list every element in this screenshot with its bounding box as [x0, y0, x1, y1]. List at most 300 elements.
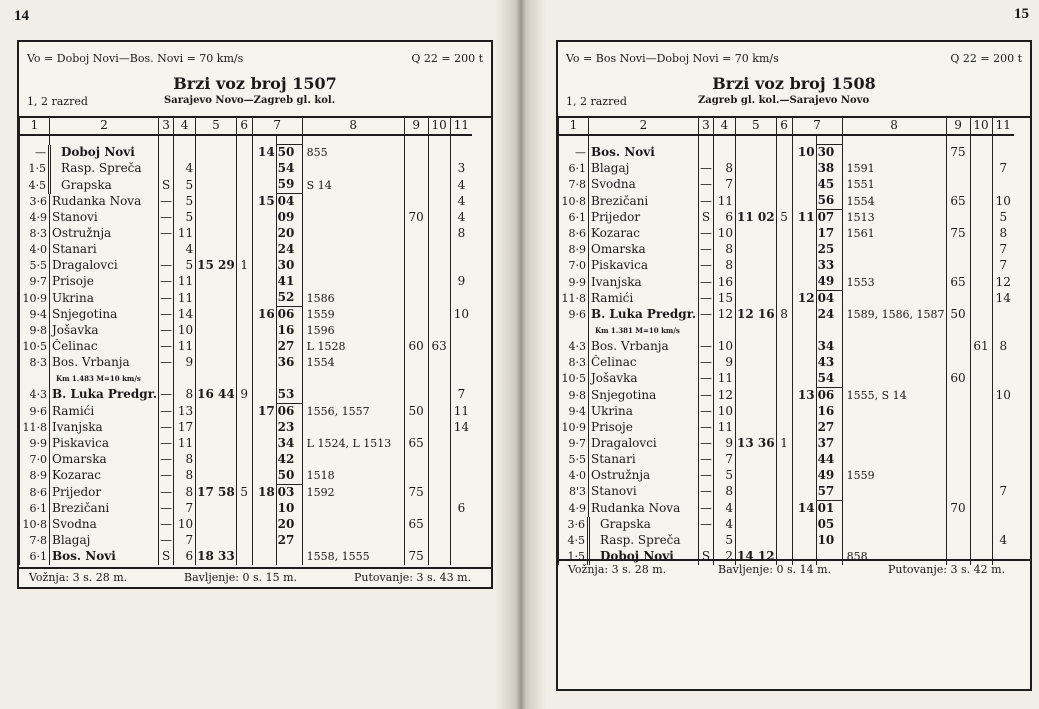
run-minutes: 5: [174, 177, 196, 194]
crossing-trains: 1596: [302, 323, 404, 339]
station-name: Grapska: [50, 177, 159, 194]
arrival-time: 11 02: [737, 210, 775, 224]
departure-hour: [792, 177, 816, 193]
speed-limit-2: [428, 194, 450, 211]
departure-hour: [252, 549, 276, 565]
table-row: [559, 193, 1015, 210]
table-row: [559, 145, 1015, 162]
gradient: [450, 549, 472, 565]
arrival-time: [196, 533, 237, 549]
station-name: Svodna: [50, 517, 159, 533]
arrival-time: [736, 226, 777, 242]
stop-mark: —: [160, 468, 173, 482]
stop-mark: —: [160, 387, 173, 401]
departure-minute: 16: [816, 404, 842, 420]
distance-km: 4·3: [20, 387, 50, 404]
stop-mark: —: [160, 355, 173, 370]
table-row: [20, 258, 473, 274]
crossing-trains: [842, 242, 946, 258]
table-row: [20, 161, 473, 177]
crossing-trains: [842, 355, 946, 371]
arrival-time: [196, 403, 237, 420]
departure-hour: 12: [792, 291, 816, 308]
dwell-minutes: [776, 193, 792, 210]
crossing-trains: [842, 258, 946, 274]
departure-hour: 15: [252, 194, 276, 211]
dwell-minutes: [236, 323, 252, 339]
gradient: [450, 484, 472, 501]
train-title: Brzi voz broj 1508: [712, 74, 876, 93]
speed-limit-2: [970, 274, 992, 291]
run-minutes: 11: [714, 193, 736, 210]
column-header: 3: [699, 118, 714, 135]
departure-minute: 23: [276, 420, 302, 436]
crossing-trains: 1554: [302, 355, 404, 371]
run-minutes: 4: [714, 500, 736, 517]
departure-minute: 25: [816, 242, 842, 258]
speed-limit: 50: [946, 307, 970, 323]
speed-limit-2: [428, 533, 450, 549]
departure-hour: [792, 404, 816, 420]
dwell-minutes: [776, 258, 792, 274]
departure-hour: [792, 371, 816, 388]
gradient: [992, 500, 1014, 517]
departure-hour: [252, 339, 276, 355]
stop-mark: —: [700, 516, 712, 531]
speed-limit: [946, 452, 970, 468]
speed-limit-2: [970, 387, 992, 404]
run-minutes: 10: [714, 226, 736, 242]
departure-minute: 04: [276, 194, 302, 211]
station-name: Doboj Novi: [50, 145, 159, 162]
speed-limit: 60: [404, 339, 428, 355]
page-number-left: 14: [14, 8, 29, 24]
crossing-trains: [302, 274, 404, 290]
arrival-time: 13 36: [737, 435, 775, 450]
departure-minute: 17: [816, 226, 842, 242]
distance-km: 8·3: [20, 226, 50, 242]
column-header: 7: [792, 118, 842, 135]
gradient: 3: [450, 161, 472, 177]
panel-header: [558, 42, 1030, 118]
table-row: [559, 500, 1015, 517]
departure-minute: 06: [276, 403, 302, 420]
stop-mark: —: [160, 403, 173, 418]
crossing-trains: [302, 226, 404, 242]
departure-hour: 14: [252, 145, 276, 162]
travel-time: Vožnja: 3 s. 28 m.: [568, 563, 667, 576]
page-number-right: 15: [1014, 6, 1029, 22]
table-row: [20, 177, 473, 194]
departure-minute: 30: [816, 145, 842, 162]
station-name: Ostružnja: [50, 226, 159, 242]
arrival-time: [196, 177, 237, 194]
stop-mark: [159, 145, 174, 162]
crossing-trains: [302, 533, 404, 549]
distance-km: 9·7: [559, 436, 589, 452]
run-minutes: 14: [174, 307, 196, 324]
dwell-minutes: [776, 484, 792, 501]
gradient: [450, 290, 472, 307]
column-header: 10: [970, 118, 992, 135]
crossing-trains: [842, 339, 946, 355]
departure-hour: 16: [252, 307, 276, 324]
dwell-minutes: [236, 403, 252, 420]
stop-mark: —: [700, 307, 712, 322]
crossing-trains: 1559: [842, 468, 946, 484]
station-name: Prijedor: [589, 210, 699, 227]
gradient: [992, 307, 1014, 323]
speed-limit-text: Vo = Bos Novi—Doboj Novi = 70 km/s: [566, 52, 779, 65]
distance-km: 11·8: [559, 291, 589, 308]
run-minutes: 11: [174, 436, 196, 452]
crossing-trains: [842, 404, 946, 420]
station-name: Čelinac: [589, 355, 699, 371]
speed-limit-2: [970, 307, 992, 323]
speed-limit: 65: [404, 436, 428, 452]
departure-minute: 33: [816, 258, 842, 274]
class-text: 1, 2 razred: [566, 95, 627, 108]
speed-limit: [946, 484, 970, 501]
departure-hour: [792, 226, 816, 242]
departure-hour: [252, 274, 276, 290]
stop-mark: S: [159, 549, 174, 565]
distance-km: 9·6: [559, 307, 589, 323]
run-minutes: 8: [174, 452, 196, 468]
distance-km: 4·9: [20, 210, 50, 226]
dwell-minutes: [776, 452, 792, 468]
distance-km: 4·3: [559, 339, 589, 355]
crossing-trains: 855: [302, 145, 404, 162]
stop-mark: [699, 533, 714, 549]
speed-limit: 70: [404, 210, 428, 226]
arrival-time: [736, 387, 777, 404]
table-row: [20, 452, 473, 468]
departure-minute: 06: [276, 307, 302, 324]
table-row: [559, 355, 1015, 371]
run-minutes: 10: [714, 339, 736, 355]
dwell-minutes: [776, 371, 792, 388]
stop-mark: —: [700, 258, 712, 273]
journey-time: Putovanje: 3 s. 42 m.: [888, 563, 1006, 576]
travel-time: Vožnja: 3 s. 28 m.: [29, 571, 128, 584]
station-name: Blagaj: [589, 161, 699, 177]
departure-minute: 07: [816, 210, 842, 227]
departure-hour: [252, 517, 276, 533]
stop-mark: —: [700, 419, 712, 434]
table-row: [559, 339, 1015, 355]
distance-km: 6·1: [559, 210, 589, 227]
table-row: [20, 274, 473, 290]
departure-minute: 34: [276, 436, 302, 452]
speed-limit: [946, 177, 970, 193]
column-header: 8: [842, 118, 946, 135]
class-text: 1, 2 razred: [27, 95, 88, 108]
arrival-time: [196, 210, 237, 226]
run-minutes: 11: [174, 274, 196, 290]
run-minutes: 12: [714, 387, 736, 404]
distance-km: 9·9: [559, 274, 589, 291]
speed-limit-2: [428, 258, 450, 274]
table-row: [20, 468, 473, 485]
table-row: [559, 533, 1015, 549]
run-minutes: 7: [174, 533, 196, 549]
table-row: [20, 517, 473, 533]
departure-hour: [792, 242, 816, 258]
arrival-time: [736, 420, 777, 436]
arrival-time: [196, 226, 237, 242]
departure-hour: [252, 161, 276, 177]
station-name: B. Luka Predgr.: [50, 387, 159, 404]
speed-limit-2: [428, 290, 450, 307]
table-row: [559, 452, 1015, 468]
stop-mark: S: [699, 549, 714, 565]
distance-km: 7·0: [559, 258, 589, 274]
departure-minute: 36: [276, 355, 302, 371]
arrival-time: [196, 339, 237, 355]
column-header: 3: [159, 118, 174, 135]
table-row: [20, 226, 473, 242]
dwell-minutes: [776, 226, 792, 242]
distance-km: 7·8: [559, 177, 589, 193]
gradient: [992, 517, 1014, 533]
speed-limit-2: 63: [428, 339, 450, 355]
speed-limit: 75: [946, 226, 970, 242]
column-header: 10: [428, 118, 450, 135]
dwell-minutes: [776, 355, 792, 371]
distance-km: 4·5: [559, 533, 589, 549]
run-minutes: 7: [174, 501, 196, 517]
stop-mark: —: [700, 338, 712, 353]
gradient: [450, 355, 472, 371]
panel-footer: [19, 567, 491, 587]
distance-km: 5·5: [20, 258, 50, 274]
table-row: [559, 258, 1015, 274]
dwell-minutes: [776, 242, 792, 258]
gradient: [992, 468, 1014, 484]
table-row: [559, 323, 1015, 339]
departure-hour: [252, 242, 276, 258]
speed-limit: [946, 258, 970, 274]
table-row: [559, 226, 1015, 242]
run-minutes: 8: [714, 161, 736, 177]
departure-minute: 38: [816, 161, 842, 177]
departure-minute: 59: [276, 177, 302, 194]
distance-km: 10·8: [20, 517, 50, 533]
departure-minute: 53: [276, 387, 302, 404]
table-row: [20, 420, 473, 436]
station-name: Jošavka: [589, 371, 699, 388]
speed-limit: 70: [946, 500, 970, 517]
distance-km: 10·9: [559, 420, 589, 436]
speed-limit-2: [428, 501, 450, 517]
arrival-time: [736, 242, 777, 258]
arrival-time: [196, 501, 237, 517]
departure-minute: 27: [816, 420, 842, 436]
speed-limit: [946, 468, 970, 484]
arrival-time: [736, 258, 777, 274]
speed-limit: [404, 161, 428, 177]
departure-minute: 20: [276, 517, 302, 533]
dwell-minutes: [776, 177, 792, 193]
table-row: [559, 161, 1015, 177]
stop-mark: —: [160, 307, 173, 321]
station-name: B. Luka Predgr.: [589, 307, 699, 323]
station-name: Ivanjska: [50, 420, 159, 436]
speed-limit-2: [428, 452, 450, 468]
dwell-minutes: [236, 210, 252, 226]
speed-limit-2: [428, 468, 450, 485]
departure-minute: 20: [276, 226, 302, 242]
speed-limit: [946, 517, 970, 533]
column-header: 7: [252, 118, 302, 135]
speed-limit: [946, 339, 970, 355]
run-minutes: 5: [714, 533, 736, 549]
crossing-trains: L 1528: [302, 339, 404, 355]
distance-km: 10·9: [20, 290, 50, 307]
departure-hour: [792, 484, 816, 501]
departure-minute: 24: [276, 242, 302, 258]
run-minutes: 12: [714, 307, 736, 323]
station-name: Čelinac: [50, 339, 159, 355]
dwell-minutes: [776, 420, 792, 436]
station-name: Grapska: [589, 517, 699, 533]
arrival-time: [196, 145, 237, 162]
distance-km: 6·1: [20, 501, 50, 517]
stop-mark: —: [160, 435, 173, 450]
table-row: [20, 355, 473, 371]
dwell-minutes: [776, 291, 792, 308]
run-minutes: 17: [174, 420, 196, 436]
stop-mark: —: [160, 323, 173, 338]
departure-minute: 50: [276, 468, 302, 485]
station-name: Rudanka Nova: [589, 500, 699, 517]
stop-mark: —: [700, 484, 712, 498]
stop-mark: —: [700, 161, 712, 176]
crossing-trains: 1556, 1557: [302, 403, 404, 420]
station-name: Bos. Novi: [50, 549, 159, 565]
speed-limit: [946, 404, 970, 420]
timetable-panel-1507: [17, 40, 493, 589]
crossing-trains: [842, 420, 946, 436]
arrival-time: 17 58: [197, 484, 235, 499]
speed-limit-2: [970, 210, 992, 227]
departure-hour: [252, 177, 276, 194]
station-name: Prijedor: [50, 484, 159, 501]
distance-km: 8·9: [20, 468, 50, 485]
run-minutes: 5: [174, 194, 196, 211]
gradient: [450, 323, 472, 339]
speed-limit: [404, 452, 428, 468]
gradient: 6: [450, 501, 472, 517]
departure-hour: 11: [792, 210, 816, 227]
distance-km: 9·9: [20, 436, 50, 452]
gradient: [450, 533, 472, 549]
distance-km: 4·5: [20, 177, 50, 194]
distance-km: 3·6: [559, 517, 589, 533]
arrival-time: [736, 177, 777, 193]
speed-limit-2: [970, 193, 992, 210]
speed-limit-2: [970, 291, 992, 308]
arrival-time: [196, 161, 237, 177]
departure-minute: 57: [816, 484, 842, 501]
run-minutes: 11: [714, 420, 736, 436]
crossing-trains: 1589, 1586, 1587: [842, 307, 946, 323]
departure-hour: [792, 517, 816, 533]
run-minutes: 9: [714, 355, 736, 371]
stop-mark: —: [160, 194, 173, 208]
speed-limit-2: [970, 500, 992, 517]
crossing-trains: 1586: [302, 290, 404, 307]
arrival-time: [736, 161, 777, 177]
speed-limit: [404, 501, 428, 517]
dwell-minutes: [776, 404, 792, 420]
gradient: [992, 420, 1014, 436]
departure-hour: [252, 501, 276, 517]
stop-mark: —: [160, 451, 173, 466]
table-row: [20, 194, 473, 211]
dwell-minutes: [236, 517, 252, 533]
run-minutes: [714, 145, 736, 162]
run-minutes: 10: [174, 323, 196, 339]
column-header: 2: [589, 118, 699, 135]
departure-hour: [792, 193, 816, 210]
speed-limit: [946, 387, 970, 404]
gradient: 4: [992, 533, 1014, 549]
stop-mark: —: [160, 210, 173, 225]
run-minutes: 5: [174, 258, 196, 274]
speed-limit: [404, 307, 428, 324]
speed-limit: [946, 210, 970, 227]
run-minutes: 11: [174, 226, 196, 242]
journey-time: Putovanje: 3 s. 43 m.: [354, 571, 472, 584]
speed-limit-text: Vo = Doboj Novi—Bos. Novi = 70 km/s: [27, 52, 244, 65]
station-name: Brezičani: [50, 501, 159, 517]
departure-hour: [252, 468, 276, 485]
dwell-minutes: 1: [776, 436, 792, 452]
distance-km: 10·8: [559, 193, 589, 210]
table-row: [559, 274, 1015, 291]
departure-hour: [252, 355, 276, 371]
speed-limit-2: [428, 420, 450, 436]
departure-hour: [792, 339, 816, 355]
run-minutes: 5: [714, 468, 736, 484]
stop-mark: S: [699, 210, 714, 227]
departure-minute: 10: [276, 501, 302, 517]
table-row: [20, 242, 473, 258]
dwell-minutes: [236, 177, 252, 194]
departure-minute: 34: [816, 339, 842, 355]
speed-limit-2: [970, 436, 992, 452]
departure-minute: 10: [816, 533, 842, 549]
stop-mark: [699, 145, 714, 162]
station-name: Piskavica: [50, 436, 159, 452]
crossing-trains: [842, 436, 946, 452]
column-header: 1: [559, 118, 589, 135]
station-name: Stanari: [50, 242, 159, 258]
station-name: Rasp. Spreča: [589, 533, 699, 549]
run-minutes: 8: [714, 258, 736, 274]
table-row: [559, 517, 1015, 533]
stop-mark: —: [160, 290, 173, 305]
speed-limit: 50: [404, 403, 428, 420]
run-minutes: 6: [714, 210, 736, 227]
table-row: [559, 404, 1015, 420]
departure-hour: [792, 274, 816, 291]
gradient: 7: [992, 484, 1014, 501]
route-text: Sarajevo Novo—Zagreb gl. kol.: [164, 95, 336, 106]
station-name: Omarska: [50, 452, 159, 468]
